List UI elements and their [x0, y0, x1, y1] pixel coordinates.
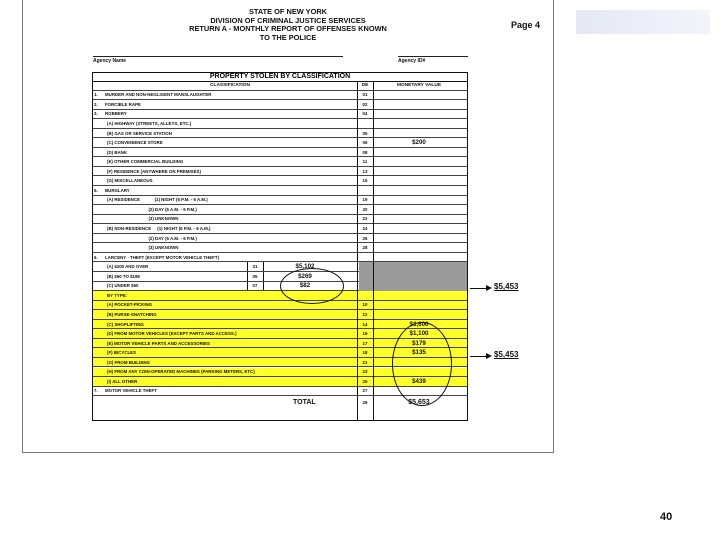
row-number [94, 138, 104, 147]
table-row [93, 138, 467, 148]
table-row [93, 215, 467, 225]
row-code: 05 [362, 130, 368, 136]
row-label: (C) CONVENIENCE STORE [107, 140, 163, 146]
by-type-code: 16 [362, 331, 368, 337]
by-type-value [375, 301, 463, 310]
table-row [93, 167, 467, 177]
table-row [93, 110, 467, 120]
by-type-code: 21 [362, 359, 368, 365]
larceny-sub-code: 05 [252, 273, 258, 279]
row-value [375, 234, 463, 243]
sub-divider [247, 282, 248, 291]
row-value [375, 177, 463, 186]
row-value [375, 100, 463, 109]
larceny-sub-label: (C) UNDER $50 [107, 283, 139, 289]
table-row [93, 100, 467, 110]
agency-id-label: Agency ID# [398, 58, 426, 64]
by-type-label: BY TYPE: [107, 292, 128, 298]
column-header-code: DE [361, 82, 369, 88]
row-label: (D) BANK [107, 149, 127, 155]
row-number [94, 119, 104, 128]
row-code: 04 [362, 111, 368, 117]
sub-divider [263, 282, 264, 291]
by-type-label: (C) SHOPLIFTING [107, 321, 144, 327]
row-value [375, 243, 463, 252]
table-row [93, 119, 467, 129]
table-row [93, 224, 467, 234]
row-value [375, 91, 463, 100]
header-line-3: RETURN A - MONTHLY REPORT OF OFFENSES KNOWN [189, 24, 387, 33]
table-row [93, 91, 467, 101]
by-type-code: 17 [362, 340, 368, 346]
row-value [375, 186, 463, 195]
column-header-value: MONETARY VALUE [396, 82, 442, 88]
row-value [375, 196, 463, 205]
row-code: 11 [362, 159, 368, 165]
row-number: 7. [94, 388, 98, 394]
arrow-head-2 [486, 353, 492, 359]
table-row [93, 234, 467, 244]
row-code: 15 [362, 178, 368, 184]
table-row [93, 243, 467, 253]
table-row [93, 205, 467, 215]
table-title: PROPERTY STOLEN BY CLASSIFICATION [93, 73, 467, 82]
table-row [93, 301, 467, 311]
row-number [94, 167, 104, 176]
by-type-value: $3,600 [409, 320, 429, 328]
row-value [375, 129, 463, 138]
row-code: 19 [362, 197, 368, 203]
row-number: 3. [94, 111, 98, 117]
row-code: 13 [362, 168, 368, 174]
row-label: MOTOR VEHICLE THEFT [105, 388, 157, 394]
sub-divider [263, 262, 264, 271]
agency-id-line [398, 56, 468, 57]
row-number [94, 205, 104, 214]
larceny-header: LARCENY - THEFT (EXCEPT MOTOR VEHICLE THEFT) [105, 254, 219, 260]
table-row [93, 310, 467, 320]
gray-shaded-area [359, 262, 467, 291]
agency-name-line [93, 56, 343, 57]
total-label: TOTAL [293, 398, 316, 406]
row-label: (A) HIGHWAY (STREETS, ALLEYS, ETC.) [107, 120, 192, 126]
table-row [93, 291, 467, 301]
table-row [93, 81, 467, 91]
arrow-value-1: $5,453 [494, 282, 519, 291]
row-label: (E) OTHER COMMERCIAL BUILDING [107, 159, 184, 165]
arrow-head-1 [486, 285, 492, 291]
row-number [94, 243, 104, 252]
row-value [375, 215, 463, 224]
row-number [94, 224, 104, 233]
row-label: (2) DAY (6 A.M. - 6 P.M.) [107, 235, 197, 241]
table-row [93, 177, 467, 187]
table-row [93, 196, 467, 206]
by-type-label: (H) FROM ANY COIN-OPERATED MACHINES (PARKING METERS, ETC) [107, 369, 255, 375]
by-type-label: (F) BICYCLES [107, 350, 137, 356]
row-label: (G) MISCELLANEOUS [107, 178, 153, 184]
row-number [94, 129, 104, 138]
row-label: MURDER AND NON-NEGLIGENT MANSLAUGHTER [105, 92, 212, 98]
row-number [94, 157, 104, 166]
row-code: 24 [362, 226, 368, 232]
by-type-label: (G) FROM BUILDING [107, 359, 150, 365]
corner-decoration [576, 10, 710, 34]
table-row [93, 129, 467, 139]
row-number [94, 215, 104, 224]
by-type-label: (E) MOTOR VEHICLE PARTS AND ACCESSORIES [107, 340, 210, 346]
row-code [359, 186, 371, 195]
by-type-value [375, 310, 463, 319]
larceny-sub-label: (A) $200 AND OVER [107, 264, 149, 270]
row-value [375, 224, 463, 233]
row-code: 01 [362, 92, 368, 98]
row-number [94, 177, 104, 186]
larceny-sub-label: (B) $50 TO $199 [107, 273, 140, 279]
row-number: 5. [94, 187, 98, 193]
row-label: ROBBERY [105, 111, 127, 117]
row-code [359, 119, 371, 128]
row-code: 06 [362, 140, 368, 146]
table-row [93, 253, 467, 263]
larceny-values-circle [280, 268, 344, 304]
row-code: 20 [362, 206, 368, 212]
slide-number: 40 [660, 511, 673, 523]
arrow-value-2: $5,453 [494, 350, 519, 359]
row-label: FORCIBLE RAPE [105, 101, 141, 107]
row-value [375, 110, 463, 119]
table-row [93, 157, 467, 167]
sub-divider [263, 272, 264, 281]
by-type-code: 14 [362, 321, 368, 327]
row-code: 28 [362, 245, 368, 251]
row-label: (2) DAY (6 A.M. - 6 P.M.) [107, 206, 197, 212]
row-code: 08 [362, 149, 368, 155]
by-type-value: $179 [412, 339, 426, 347]
by-type-label: (B) PURSE-SNATCHING [107, 311, 157, 317]
row-number: 2. [94, 101, 98, 107]
by-type-values-circle [392, 322, 452, 406]
code-column-divider [357, 81, 358, 420]
row-number [94, 234, 104, 243]
row-code: 22 [362, 216, 368, 222]
by-type-value: $439 [412, 377, 426, 385]
header-line-2: DIVISION OF CRIMINAL JUSTICE SERVICES [210, 15, 366, 25]
larceny-sub-value: $5,102 [295, 263, 315, 271]
header-line-1: STATE OF NEW YORK [248, 7, 327, 16]
row-code: 27 [362, 388, 368, 394]
row-code: 26 [362, 235, 368, 241]
row-label: (F) RESIDENCE (ANYWHERE ON PREMISES) [107, 168, 201, 174]
sub-divider [247, 272, 248, 281]
larceny-sub-value: $269 [298, 272, 312, 280]
row-value [375, 205, 463, 214]
row-number [94, 148, 104, 157]
row-value [375, 167, 463, 176]
by-type-label: (I) ALL OTHER [107, 378, 138, 384]
by-type-value: $1,100 [409, 330, 429, 338]
row-value [375, 148, 463, 157]
by-type-value: $135 [412, 349, 426, 357]
row-number: 1. [94, 92, 98, 98]
row-value: $200 [412, 139, 426, 147]
row-label: (A) RESIDENCE (1) NIGHT (6 P.M. - 6 A.M.) [107, 197, 208, 203]
sub-divider [247, 262, 248, 271]
row-number: 6. [94, 254, 98, 260]
total-code: 28 [362, 399, 368, 405]
row-number [94, 196, 104, 205]
by-type-code: 25 [362, 378, 368, 384]
header-line-4: TO THE POLICE [259, 32, 317, 42]
row-label: (3) UNKNOWN [107, 216, 179, 222]
by-type-code: 23 [362, 369, 368, 375]
row-label: (B) GAS OR SERVICE STATION [107, 130, 172, 136]
table-row [93, 148, 467, 158]
table-row [93, 186, 467, 196]
report-header [143, 8, 433, 42]
value-column-divider [373, 81, 374, 420]
row-code: 02 [362, 101, 368, 107]
column-header-classification: CLASSIFICATION [210, 82, 250, 88]
page-number: Page 4 [511, 20, 541, 30]
row-value [375, 157, 463, 166]
by-type-code: 10 [362, 302, 368, 308]
larceny-sub-code: 31 [252, 264, 258, 270]
row-label: (3) UNKNOWN [107, 245, 179, 251]
row-value [375, 119, 463, 128]
by-type-label: (D) FROM MOTOR VEHICLES (EXCEPT PARTS AND ACCESS.) [107, 331, 237, 337]
agency-name-label: Agency Name [93, 58, 127, 64]
larceny-sub-code: 07 [252, 283, 258, 289]
row-label: (B) NON-RESIDENCE (1) NIGHT (6 P.M. - 6 A.M.) [107, 226, 211, 232]
by-type-code: 12 [362, 311, 368, 317]
by-type-label: (A) POCKET-PICKING [107, 302, 153, 308]
total-value: $5,653 [408, 398, 430, 406]
by-type-code: 18 [362, 350, 368, 356]
row-label: BURGLARY [105, 187, 130, 193]
larceny-sub-value: $82 [299, 282, 311, 290]
